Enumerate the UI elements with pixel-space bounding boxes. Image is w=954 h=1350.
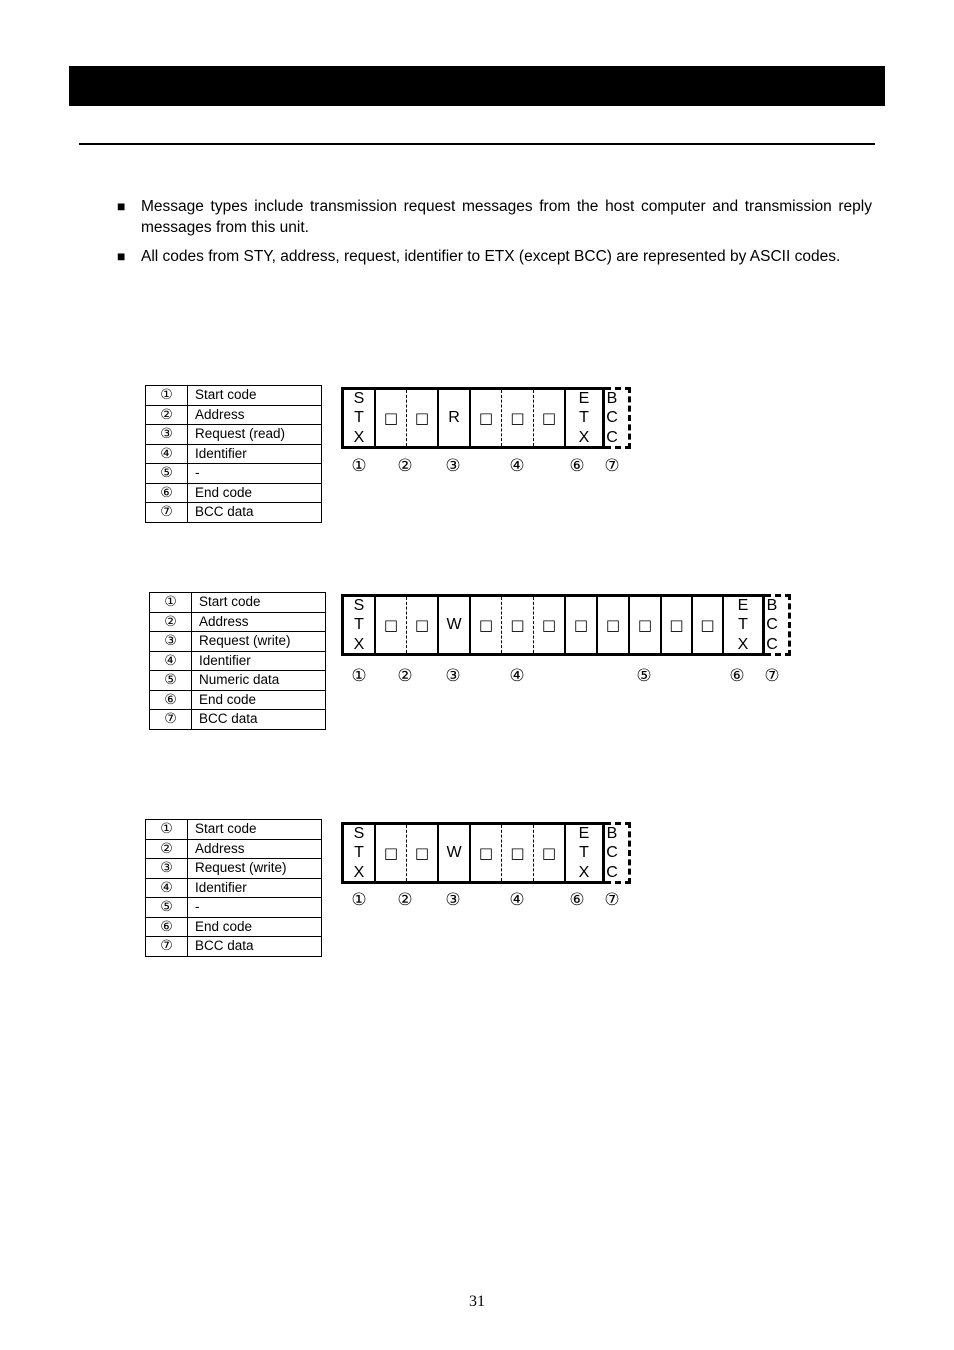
legend-table-write-reply	[145, 819, 322, 957]
message-frame-write-reply	[341, 822, 641, 892]
circled-number: ③	[445, 666, 461, 686]
circled-number: ④	[509, 456, 525, 476]
legend-label: Start code	[188, 820, 322, 840]
legend-num: ③	[146, 425, 188, 445]
legend-label: BCC data	[188, 937, 322, 957]
frame-letter: S	[353, 824, 365, 842]
legend-num: ⑦	[146, 503, 188, 523]
numeric-data-cell: □	[700, 616, 715, 634]
address-cell: □	[414, 616, 430, 634]
frame-letter: X	[353, 428, 365, 446]
frame-letter: S	[353, 596, 365, 614]
frame-letter: B	[606, 389, 618, 407]
stx-cell	[344, 387, 374, 449]
bcc-cell	[602, 387, 622, 449]
legend-num: ⑥	[146, 917, 188, 937]
legend-num: ④	[146, 878, 188, 898]
legend-label: Numeric data	[192, 671, 326, 691]
identifier-cell: □	[510, 409, 525, 427]
identifier-cell: □	[541, 844, 557, 862]
bcc-cell	[762, 594, 782, 656]
numeric-data-cell: □	[637, 616, 653, 634]
legend-num: ⑦	[146, 937, 188, 957]
circled-number: ①	[351, 456, 367, 476]
request-cell: W	[446, 844, 462, 861]
frame-letter: X	[578, 428, 590, 446]
circled-number: ⑥	[569, 890, 585, 910]
message-frame-write	[341, 594, 801, 664]
frame-letter: T	[579, 844, 589, 862]
legend-num: ⑤	[146, 464, 188, 484]
legend-label: -	[188, 898, 322, 918]
legend-label: BCC data	[192, 710, 326, 730]
frame-letter: X	[578, 863, 590, 881]
numeric-data-cell: □	[605, 616, 621, 634]
frame-letter: E	[578, 824, 590, 842]
legend-row	[150, 690, 326, 710]
frame-letter: C	[766, 616, 778, 634]
legend-row	[146, 937, 322, 957]
legend-row	[146, 386, 322, 406]
frame-letter: T	[579, 409, 589, 427]
legend-num: ①	[146, 386, 188, 406]
circled-number: ②	[397, 666, 413, 686]
identifier-cell: □	[510, 616, 525, 634]
frame-letter: B	[606, 824, 618, 842]
identifier-cell: □	[478, 844, 494, 862]
identifier-cell: □	[478, 409, 494, 427]
frame-letter: T	[354, 616, 364, 634]
request-cell: W	[446, 616, 462, 633]
square-bullet-icon: ■	[117, 248, 126, 264]
frame-letter: S	[353, 389, 365, 407]
circled-number: ⑦	[604, 890, 620, 910]
legend-num: ⑦	[150, 710, 192, 730]
legend-label: Identifier	[188, 444, 322, 464]
legend-row	[146, 444, 322, 464]
legend-row	[146, 483, 322, 503]
frame-letter: T	[354, 409, 364, 427]
legend-num: ①	[150, 593, 192, 613]
legend-table-read	[145, 385, 322, 523]
circled-number: ⑥	[729, 666, 745, 686]
etx-cell	[724, 594, 762, 656]
legend-row	[146, 425, 322, 445]
frame-letter: E	[578, 389, 590, 407]
legend-label: End code	[188, 483, 322, 503]
header-rule	[79, 143, 875, 145]
legend-row	[150, 710, 326, 730]
frame-letter: X	[353, 635, 365, 653]
circled-number: ③	[445, 890, 461, 910]
legend-num: ③	[146, 859, 188, 879]
address-cell: □	[383, 616, 399, 634]
legend-label: Address	[188, 839, 322, 859]
message-frame-read	[341, 387, 641, 457]
bullet-item	[117, 196, 872, 238]
legend-row	[150, 632, 326, 652]
legend-label: Start code	[192, 593, 326, 613]
legend-row	[146, 859, 322, 879]
frame-letter: E	[737, 596, 749, 614]
circled-number: ④	[509, 890, 525, 910]
legend-row	[150, 651, 326, 671]
legend-num: ③	[150, 632, 192, 652]
request-cell: R	[448, 409, 460, 426]
legend-label: Request (write)	[188, 859, 322, 879]
frame-letter: C	[606, 863, 618, 881]
etx-cell	[566, 822, 602, 884]
legend-num: ④	[150, 651, 192, 671]
frame-letter: C	[606, 409, 618, 427]
legend-row	[146, 503, 322, 523]
address-cell: □	[383, 409, 399, 427]
legend-label: -	[188, 464, 322, 484]
legend-label: Identifier	[192, 651, 326, 671]
legend-label: Address	[192, 612, 326, 632]
legend-num: ②	[146, 839, 188, 859]
bcc-cell	[602, 822, 622, 884]
numeric-data-cell: □	[573, 616, 589, 634]
numeric-data-cell: □	[669, 616, 684, 634]
circled-number: ⑦	[764, 666, 780, 686]
legend-row	[146, 820, 322, 840]
legend-row	[146, 917, 322, 937]
stx-cell	[344, 594, 374, 656]
legend-row	[146, 464, 322, 484]
legend-row	[146, 405, 322, 425]
legend-row	[150, 671, 326, 691]
identifier-cell: □	[541, 409, 557, 427]
bullet-list	[117, 196, 872, 275]
legend-num: ⑥	[146, 483, 188, 503]
frame-letter: X	[737, 635, 749, 653]
legend-row	[146, 839, 322, 859]
legend-row	[146, 878, 322, 898]
frame-letter: C	[606, 844, 618, 862]
legend-num: ⑤	[146, 898, 188, 918]
legend-table-write	[149, 592, 326, 730]
circled-number: ①	[351, 890, 367, 910]
identifier-cell: □	[541, 616, 557, 634]
stx-cell	[344, 822, 374, 884]
address-cell: □	[383, 844, 399, 862]
circled-number: ⑥	[569, 456, 585, 476]
circled-number: ②	[397, 456, 413, 476]
circled-number: ⑤	[636, 666, 652, 686]
legend-row	[150, 593, 326, 613]
bullet-item	[117, 246, 872, 267]
legend-label: Start code	[188, 386, 322, 406]
identifier-cell: □	[510, 844, 525, 862]
bullet-text: Message types include transmission request messages from the host computer and transmission reply messages from this unit.	[141, 198, 872, 236]
address-cell: □	[414, 409, 430, 427]
frame-letter: T	[354, 844, 364, 862]
legend-label: BCC data	[188, 503, 322, 523]
legend-label: Request (write)	[192, 632, 326, 652]
frame-letter: C	[606, 428, 618, 446]
legend-num: ④	[146, 444, 188, 464]
circled-number: ①	[351, 666, 367, 686]
circled-number: ②	[397, 890, 413, 910]
circled-number: ⑦	[604, 456, 620, 476]
legend-num: ⑥	[150, 690, 192, 710]
page-number: 31	[469, 1293, 485, 1310]
legend-label: End code	[188, 917, 322, 937]
legend-label: Identifier	[188, 878, 322, 898]
frame-letter: C	[766, 635, 778, 653]
square-bullet-icon: ■	[117, 198, 126, 214]
legend-num: ①	[146, 820, 188, 840]
legend-label: End code	[192, 690, 326, 710]
frame-letter: T	[738, 616, 748, 634]
legend-label: Address	[188, 405, 322, 425]
legend-row	[146, 898, 322, 918]
legend-label: Request (read)	[188, 425, 322, 445]
legend-num: ②	[150, 612, 192, 632]
frame-letter: B	[766, 596, 778, 614]
identifier-cell: □	[478, 616, 494, 634]
legend-row	[150, 612, 326, 632]
address-cell: □	[414, 844, 430, 862]
header-bar	[69, 66, 885, 106]
legend-num: ②	[146, 405, 188, 425]
legend-num: ⑤	[150, 671, 192, 691]
circled-number: ③	[445, 456, 461, 476]
bullet-text: All codes from STY, address, request, identifier to ETX (except BCC) are represented by ASCII codes.	[141, 248, 841, 265]
circled-number: ④	[509, 666, 525, 686]
frame-letter: X	[353, 863, 365, 881]
etx-cell	[566, 387, 602, 449]
